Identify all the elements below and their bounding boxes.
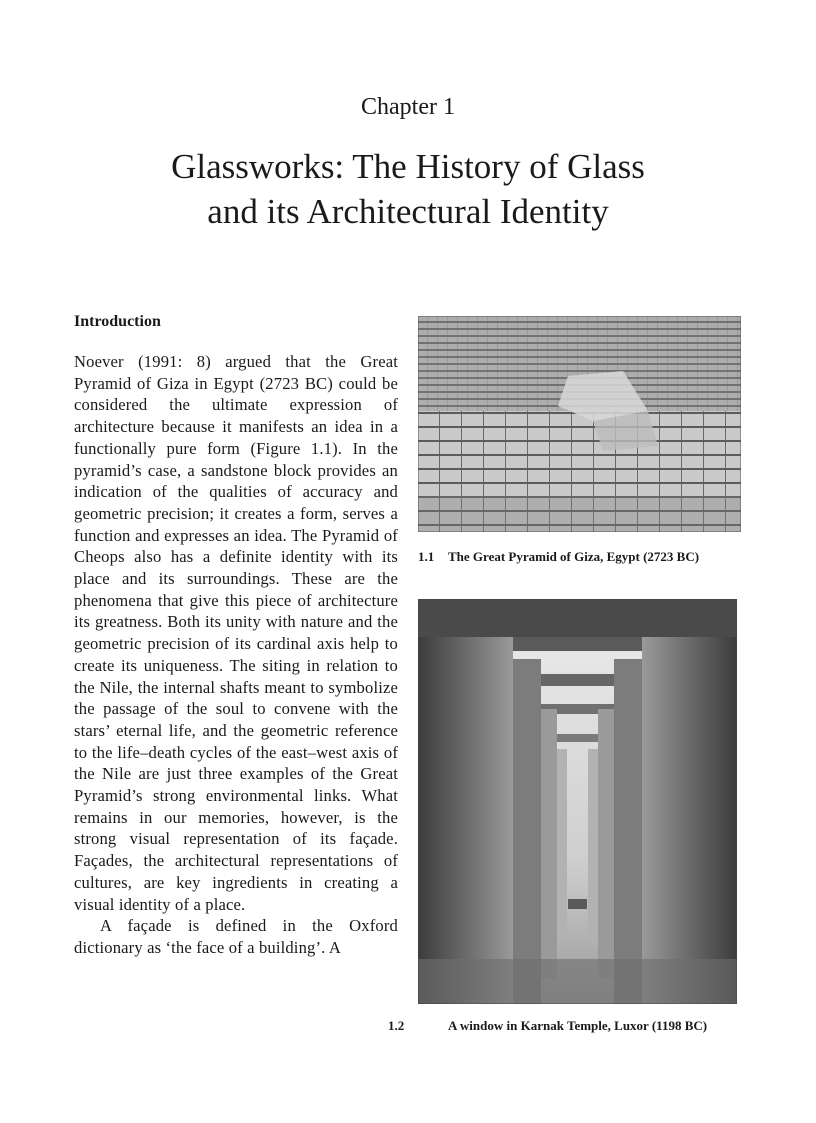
paragraph-1: Noever (1991: 8) argued that the Great Pyramid of Giza in Egypt (2723 BC) could be considered the ultimate expression of architecture because it manifests an idea in a functionally pure form (Figure 1.1). In the pyramid’s case, a sandstone block provides an indication of the qualities of accuracy and geometric precision; it creates a form, serves a function and expresses an idea. The Pyramid of Cheops also has a definite identity with its place and its surroundings. These are the phenomena that give this piece of architecture its greatness. Both its unity with nature and the geometric precision of its cardinal axis help to create its uniqueness. The siting in relation to the Nile, the internal shafts meant to symbolize the passage of the soul to convene with the stars’ eternal life, and the geometric reference to the life–death cycles of the east–west axis of the Nile are just three examples of the Great Pyramid’s strong environmental links. What remains in our memories, however, is the strong visual representation of its façade. Façades, the architectural representations of cultures, are key ingredients in creating a visual identity of a place. [74,352,398,914]
figure-1-2-karnak-photo [418,599,737,1004]
figure-1-1-caption-text: The Great Pyramid of Giza, Egypt (2723 BC) [448,549,700,564]
pyramid-photo-illustration [418,316,741,532]
chapter-title-line-2: and its Architectural Identity [207,192,609,231]
figure-1-2-caption [388,1017,748,1034]
chapter-title [60,144,756,234]
karnak-photo-illustration [418,599,737,1004]
figure-1-1-number: 1.1 [418,549,435,564]
section-heading: Introduction [74,313,161,330]
figure-1-1-caption [418,548,748,565]
paragraph-2: A façade is defined in the Oxford dictionary as ‘the face of a building’. A [74,916,398,957]
figure-1-2-number: 1.2 [388,1018,405,1033]
figure-1-2-caption-text: A window in Karnak Temple, Luxor (1198 BC) [448,1018,708,1033]
chapter-title-line-1: Glassworks: The History of Glass [171,147,645,186]
chapter-label: Chapter 1 [361,94,455,120]
figure-1-1-pyramid-photo [418,316,741,532]
body-text [74,351,398,959]
